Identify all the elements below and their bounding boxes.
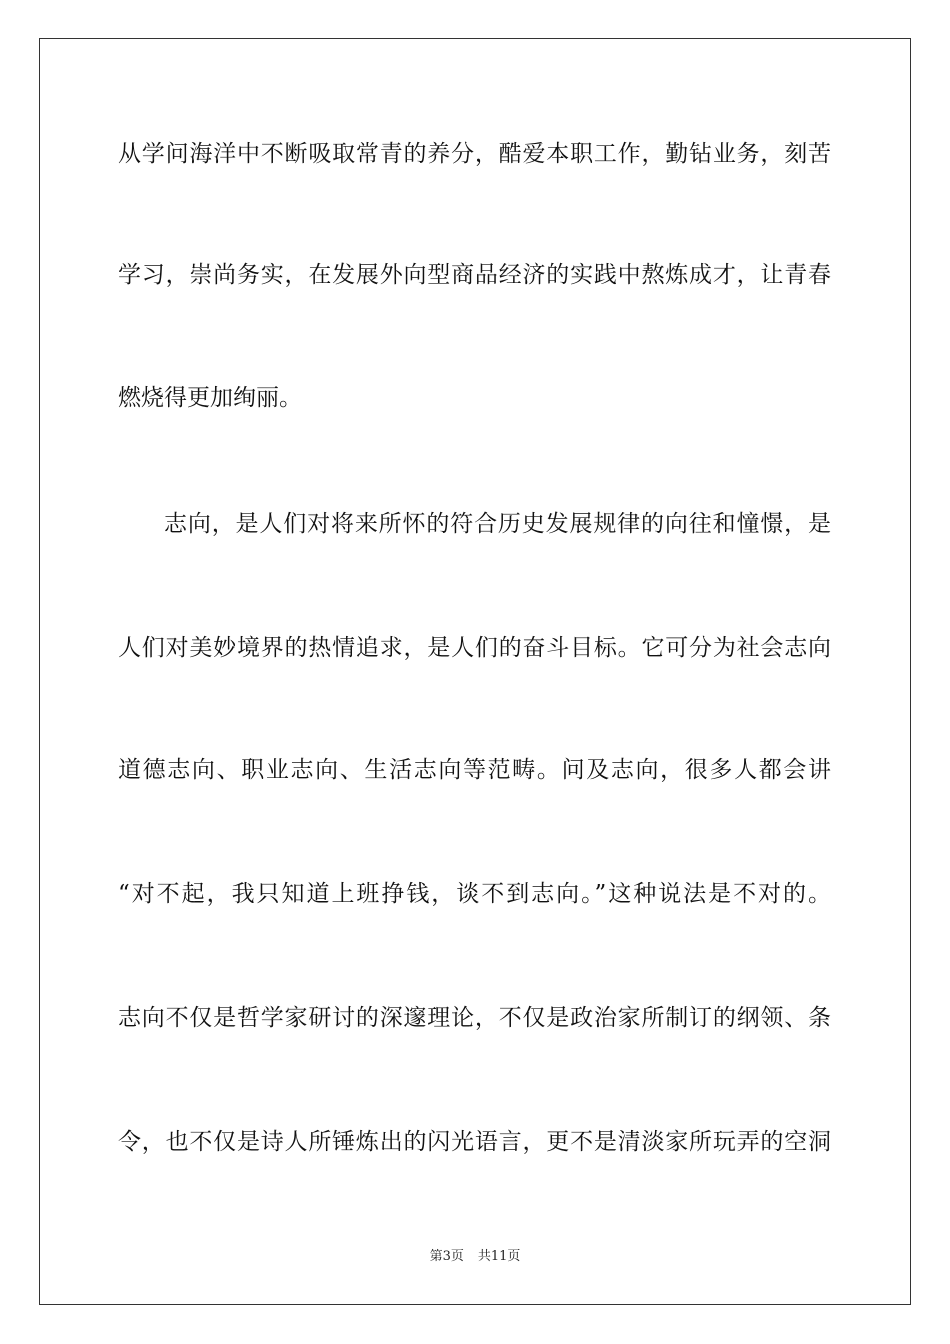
- paragraph-line: 学习，崇尚务实，在发展外向型商品经济的实践中熬炼成才，让青春: [118, 262, 831, 288]
- paragraph-line: 令，也不仅是诗人所锤炼出的闪光语言，更不是清淡家所玩弄的空洞: [118, 1129, 831, 1155]
- paragraph-line: 从学问海洋中不断吸取常青的养分，酷爱本职工作，勤钻业务，刻苦: [118, 141, 831, 167]
- page-total: 共11页: [477, 1249, 521, 1264]
- paragraph-line: 人们对美妙境界的热情追求，是人们的奋斗目标。它可分为社会志向: [118, 635, 831, 661]
- paragraph-line: 燃烧得更加绚丽。: [118, 385, 302, 411]
- paragraph-line: 道德志向、职业志向、生活志向等范畴。问及志向，很多人都会讲: [118, 757, 831, 783]
- paragraph-line: “对不起，我只知道上班挣钱，谈不到志向。”这种说法是不对的。: [118, 881, 831, 907]
- paragraph-line: 志向，是人们对将来所怀的符合历史发展规律的向往和憧憬，是: [164, 511, 831, 537]
- paragraph-line: 志向不仅是哲学家研讨的深邃理论，不仅是政治家所制订的纲领、条: [118, 1005, 831, 1031]
- page-number: 第3页: [429, 1249, 464, 1264]
- page-frame: [39, 38, 911, 1305]
- page-footer: [0, 1247, 950, 1267]
